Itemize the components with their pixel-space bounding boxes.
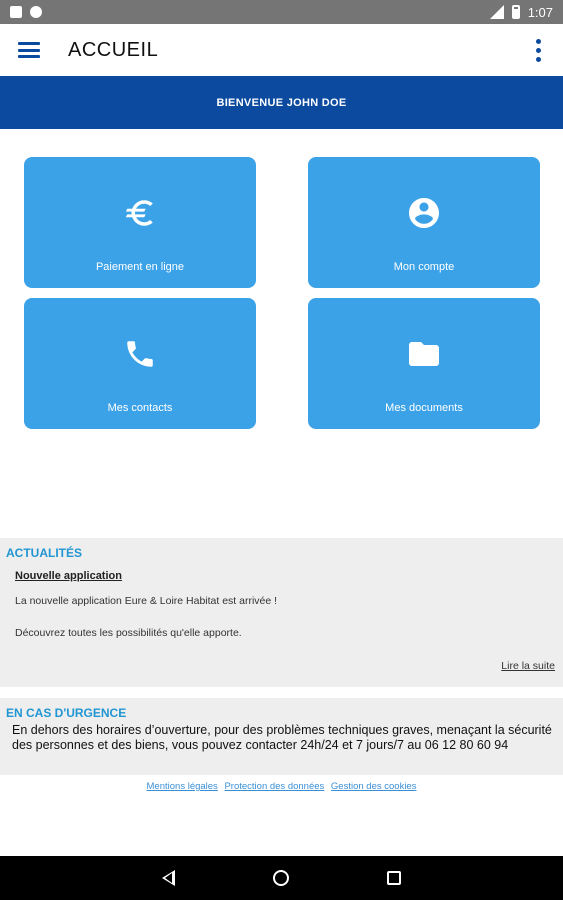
tile-label: Mes documents [385, 402, 463, 414]
news-section [0, 538, 563, 687]
news-paragraph: Découvrez toutes les possibilités qu'elle apporte. [15, 627, 242, 639]
privacy-link[interactable]: Protection des données [224, 781, 325, 792]
signal-icon [490, 5, 504, 19]
home-icon[interactable] [273, 870, 289, 886]
news-paragraph: La nouvelle application Eure & Loire Habitat est arrivée ! [15, 595, 278, 607]
news-title: ACTUALITÉS [6, 546, 82, 560]
emergency-section [0, 698, 563, 775]
status-time: 1:07 [527, 4, 553, 20]
android-icon [30, 6, 42, 18]
cookies-link[interactable]: Gestion des cookies [330, 781, 417, 792]
emergency-title: EN CAS D'URGENCE [6, 706, 127, 720]
footer-links [0, 781, 563, 792]
page-title: ACCUEIL [68, 38, 159, 61]
welcome-banner [0, 76, 563, 129]
euro-icon [24, 195, 256, 231]
news-headline[interactable]: Nouvelle application [15, 570, 122, 582]
tile-my-documents[interactable] [308, 298, 540, 429]
read-more-link[interactable]: Lire la suite [501, 660, 555, 672]
hamburger-icon[interactable] [18, 42, 40, 58]
tile-label: Mon compte [393, 261, 455, 273]
legal-notice-link[interactable]: Mentions légales [146, 781, 218, 792]
emergency-text: En dehors des horaires d’ouverture, pour des problèmes techniques graves, menaçant la sécurité des personnes et des biens, vous pouvez contacter 24h/24 et 7 jours/7 au 06 12 80 60 94 [12, 723, 552, 752]
recent-apps-icon[interactable] [387, 871, 401, 885]
tile-my-contacts[interactable] [24, 298, 256, 429]
tile-label: Paiement en ligne [95, 261, 185, 273]
account-circle-icon [308, 195, 540, 231]
app-bar [0, 24, 563, 76]
more-vert-icon[interactable] [532, 35, 545, 66]
status-bar [0, 0, 563, 24]
tile-label: Mes contacts [107, 402, 173, 414]
system-nav-bar [0, 856, 563, 900]
folder-icon [308, 336, 540, 372]
notification-icon [10, 6, 22, 18]
back-icon[interactable] [162, 870, 175, 886]
phone-icon [24, 336, 256, 372]
tile-my-account[interactable] [308, 157, 540, 288]
tile-online-payment[interactable] [24, 157, 256, 288]
welcome-text: BIENVENUE JOHN DOE [216, 96, 347, 109]
battery-icon [512, 5, 520, 19]
